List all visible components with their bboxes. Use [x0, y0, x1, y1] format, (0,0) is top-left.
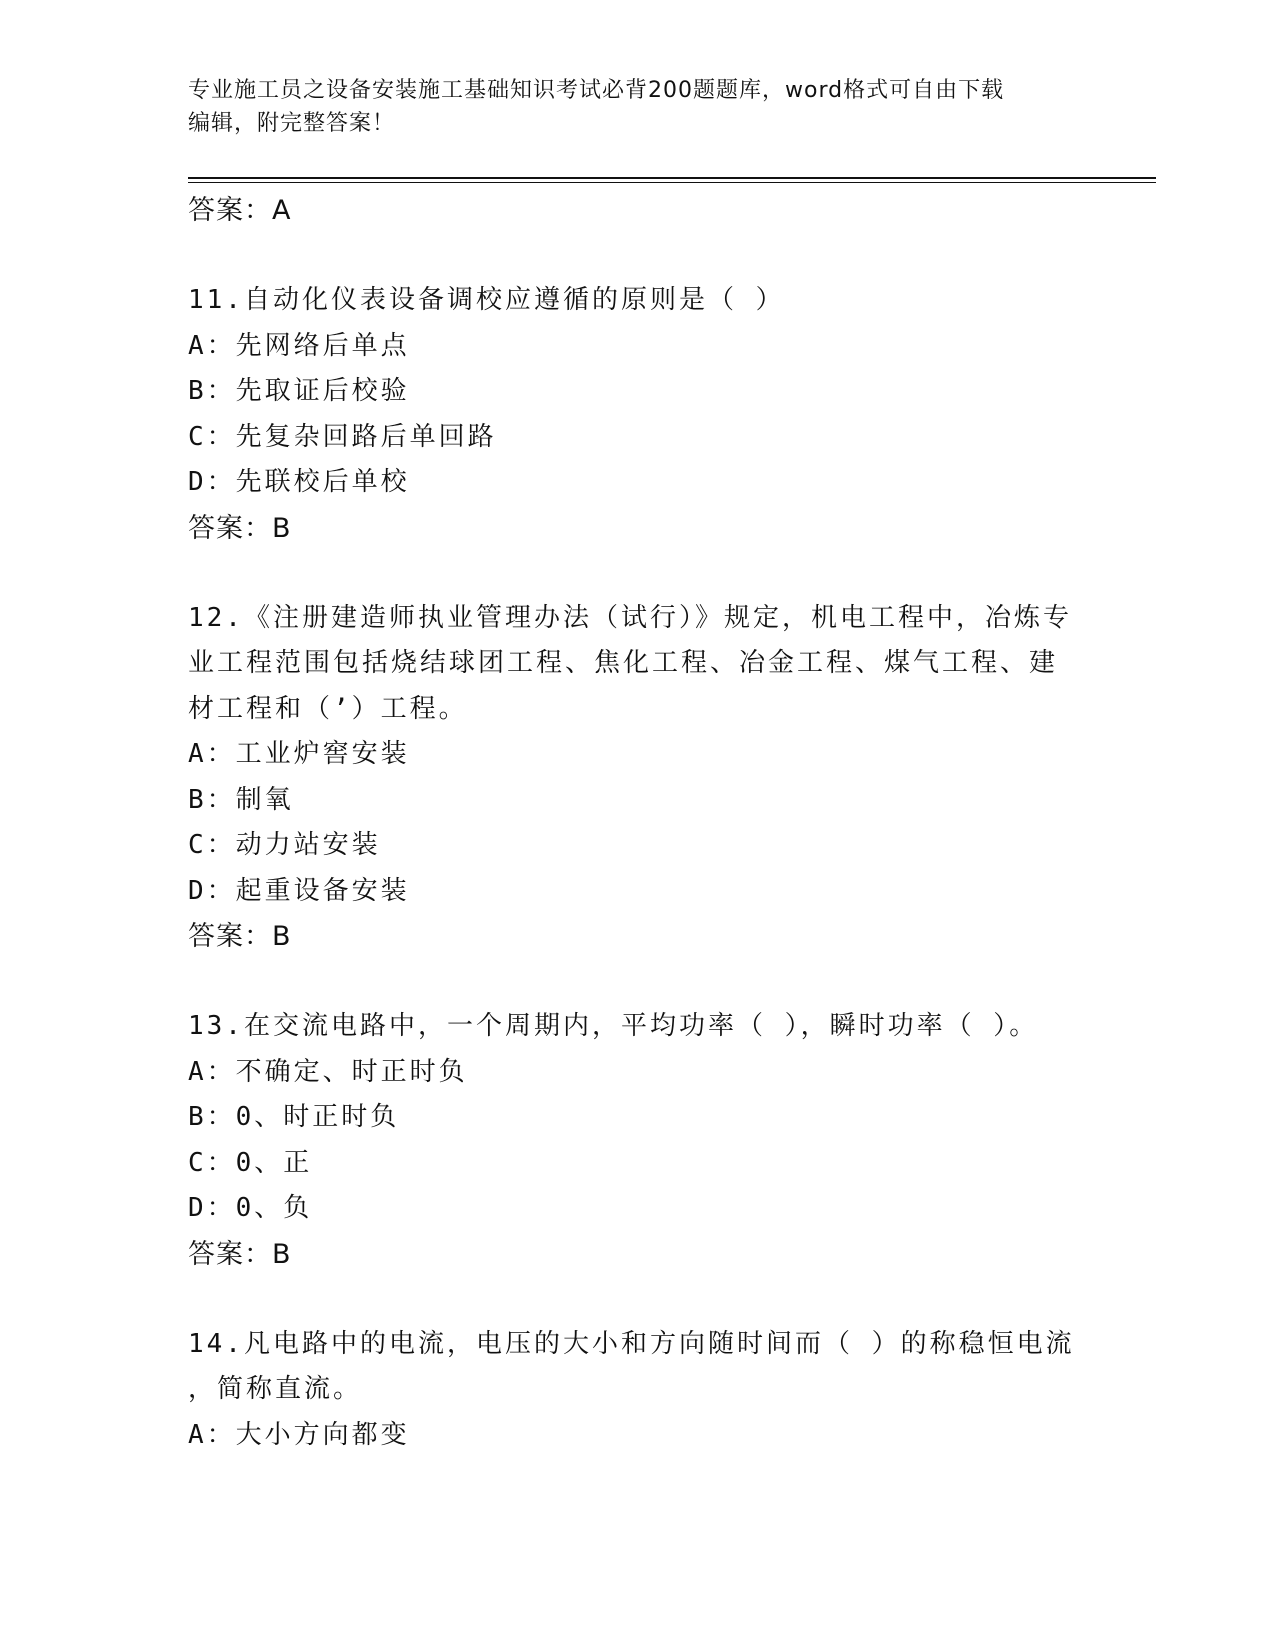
- option-a: A：大小方向都变: [188, 1419, 410, 1450]
- header-divider-thick: [188, 177, 1156, 179]
- option-d: D：0、负: [188, 1193, 313, 1223]
- question-text-line: 13.在交流电路中，一个周期内，平均功率（ ），瞬时功率（ ）。: [188, 1011, 1039, 1041]
- option-a: A：工业炉窖安装: [188, 739, 410, 769]
- option-b: B：先取证后校验: [188, 376, 410, 406]
- option-c: C：动力站安装: [188, 830, 381, 860]
- question-text: [188, 1322, 1088, 1413]
- option-a: A：先网络后单点: [188, 330, 410, 361]
- question-item: [188, 1322, 1088, 1459]
- answer-line: 答案：A: [188, 195, 292, 226]
- question-text-line: 业工程范围包括烧结球团工程、焦化工程、冶金工程、煤气工程、建: [188, 648, 1059, 678]
- option-b: B：0、时正时负: [188, 1102, 400, 1132]
- header-divider-thin: [188, 182, 1156, 183]
- answer-line: 答案：B: [188, 1238, 292, 1270]
- question-item: [188, 1004, 1088, 1277]
- question-item: [188, 596, 1088, 960]
- question-text-line: 11.自动化仪表设备调校应遵循的原则是（ ）: [188, 285, 785, 315]
- option-b: B：制氧: [188, 784, 294, 815]
- question-text-line: 12.《注册建造师执业管理办法（试行）》规定，机电工程中，冶炼专: [188, 602, 1072, 633]
- option-c: C：0、正: [188, 1147, 313, 1178]
- question-text: [188, 596, 1088, 733]
- question-list: [188, 188, 1088, 1458]
- option-c: C：先复杂回路后单回路: [188, 421, 497, 452]
- question-text-line: ，简称直流。: [188, 1374, 363, 1404]
- question-text: [188, 278, 1088, 324]
- option-a: A：不确定、时正时负: [188, 1056, 468, 1087]
- option-d: D：先联校后单校: [188, 467, 410, 497]
- header-line-1: 专业施工员之设备安装施工基础知识考试必背200题题库，word格式可自由下载: [188, 78, 1005, 103]
- answer-line: 答案：B: [188, 921, 292, 952]
- option-d: D：起重设备安装: [188, 875, 410, 906]
- question-text-line: 14.凡电路中的电流，电压的大小和方向随时间而（ ）的称稳恒电流: [188, 1328, 1075, 1359]
- question-text: [188, 1004, 1088, 1050]
- question-item: [188, 278, 1088, 551]
- question-text-line: 材工程和（’）工程。: [188, 693, 468, 724]
- document-header: [188, 74, 1088, 140]
- answer-line: 答案：B: [188, 512, 292, 544]
- header-line-2: 编辑，附完整答案！: [188, 111, 396, 136]
